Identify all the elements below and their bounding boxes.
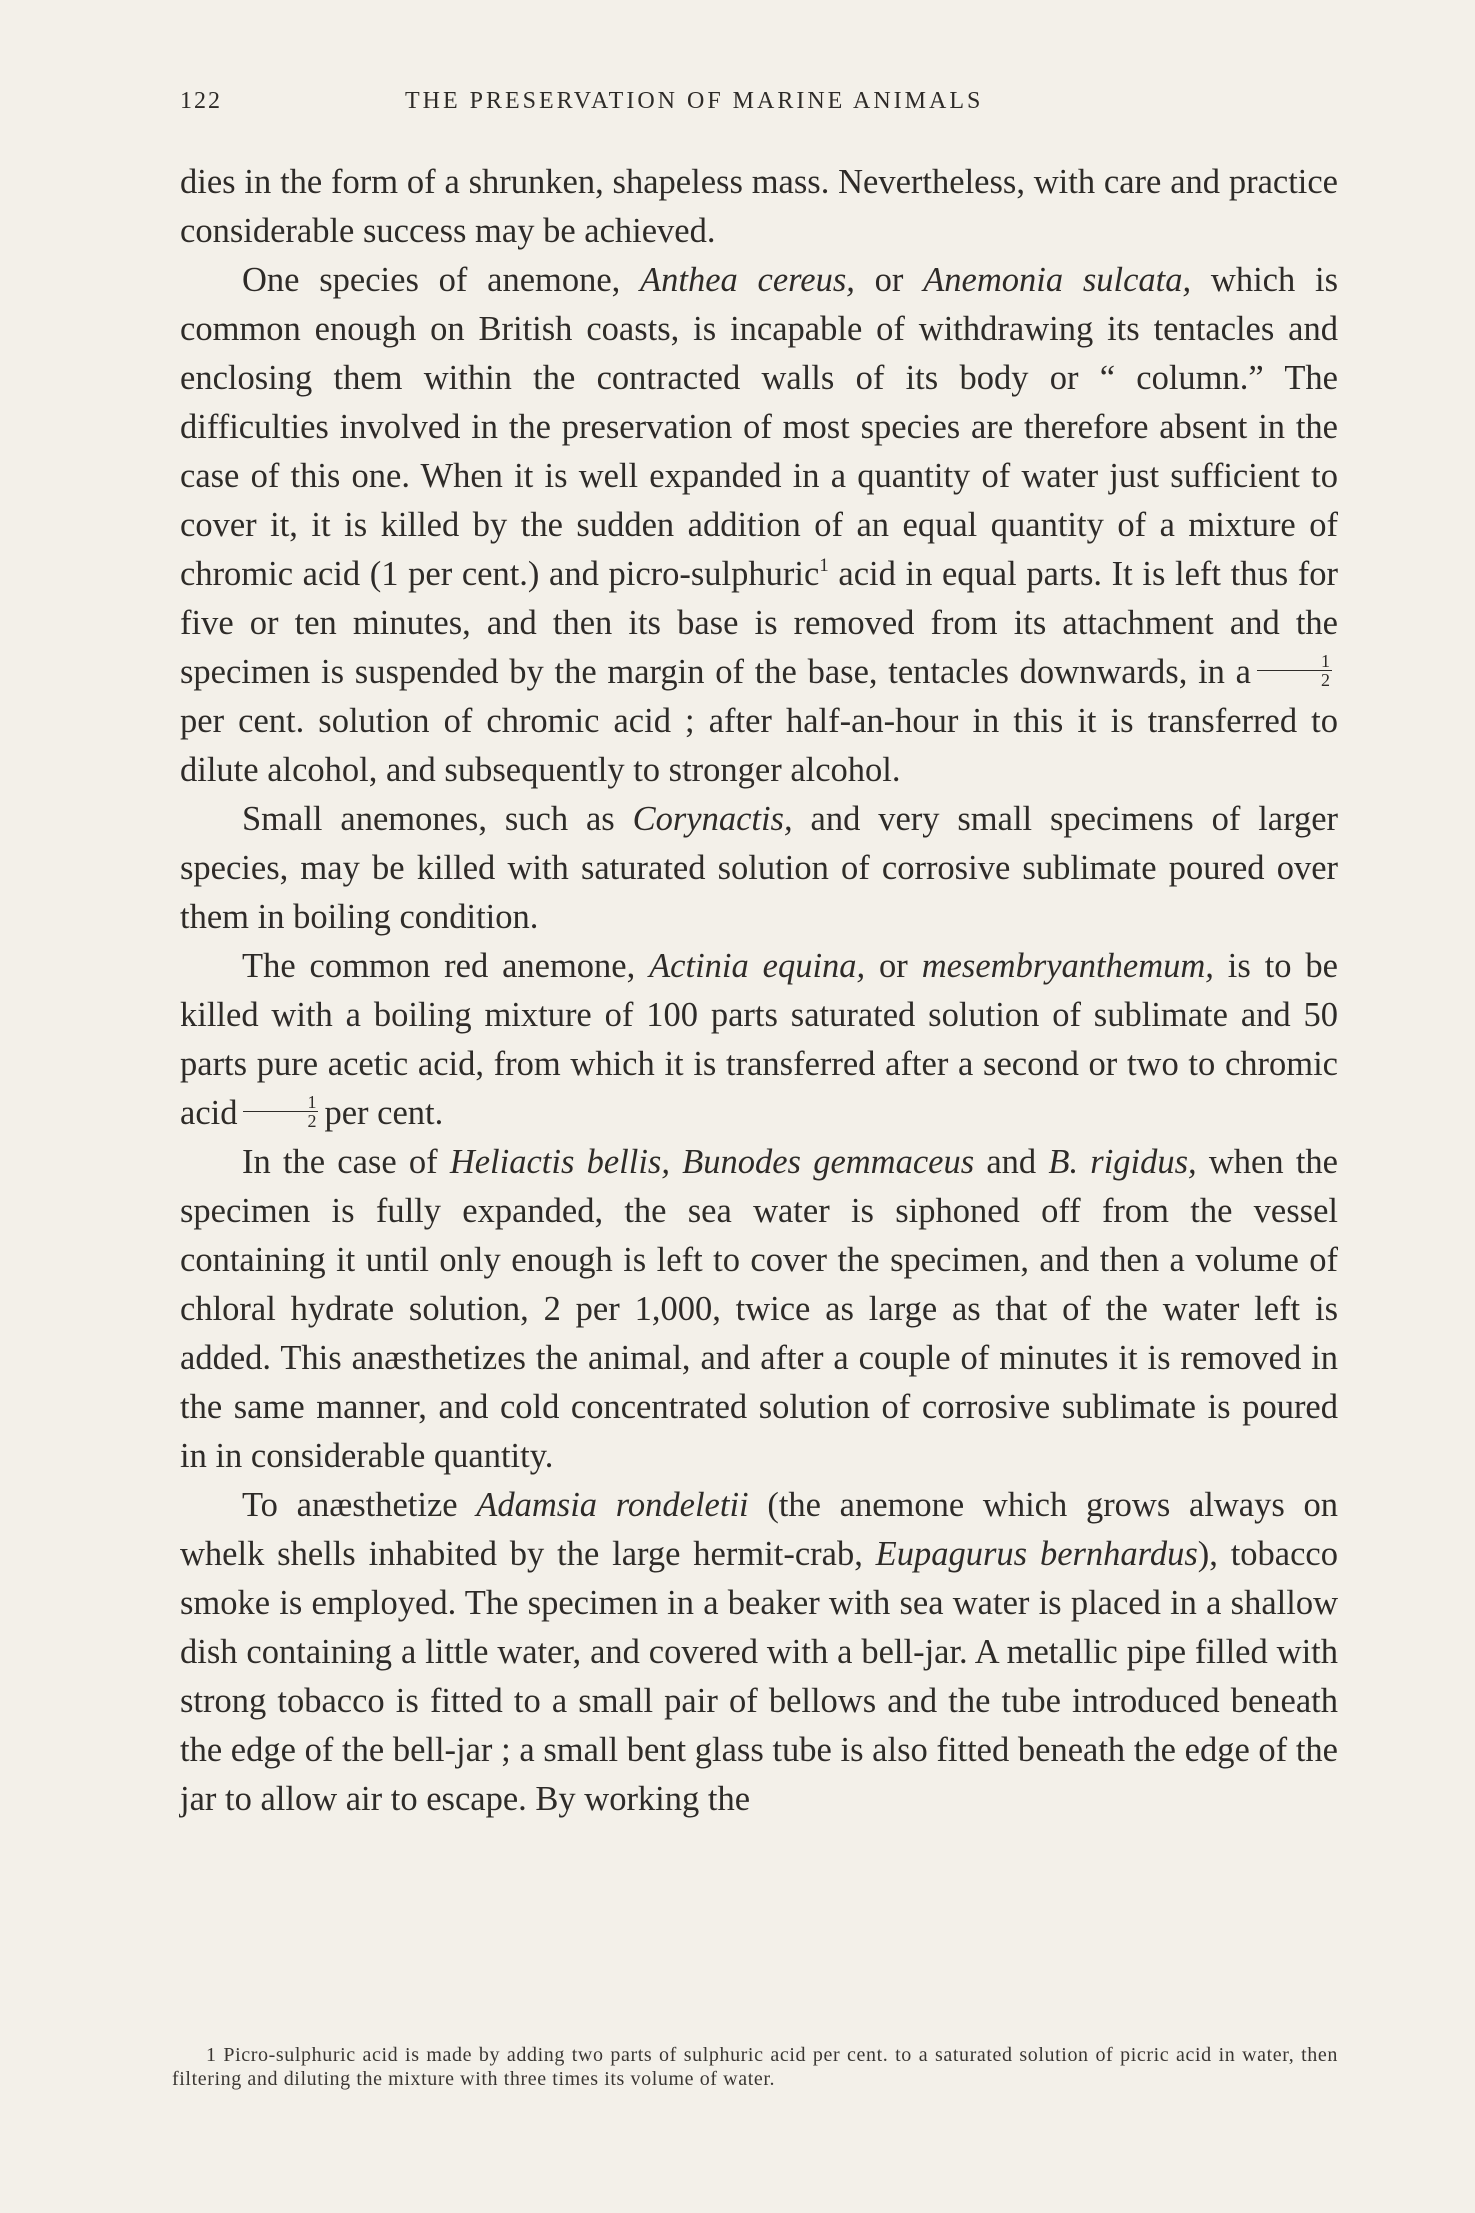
fraction-numerator: 1 <box>1257 652 1332 671</box>
text-run: (the anemone which grows always on whelk shells inhabited by the large hermit-crab, <box>180 1486 1338 1573</box>
paragraph-4 <box>180 942 1338 1138</box>
species-name: Actinia equina, <box>649 947 866 985</box>
fraction-denominator: 2 <box>1321 670 1330 690</box>
footnote <box>172 2043 1338 2091</box>
text-run: The common red anemone, <box>242 947 650 985</box>
species-name: Heliactis bellis, Bunodes gemmaceus <box>449 1143 975 1181</box>
species-name: Anemonia sulcata, <box>923 261 1192 299</box>
footnote-marker: 1 <box>206 2044 217 2066</box>
species-name: Eupagurus bernhardus <box>875 1535 1198 1573</box>
paragraph-6 <box>180 1481 1338 1824</box>
species-name: Adamsia rondeletii <box>476 1486 749 1524</box>
text-run: or <box>865 947 922 985</box>
text-run: per cent. solution of chromic acid ; after half-an-hour in this it is transferred to dilute alcohol, and subsequently to stronger alcohol. <box>180 702 1338 789</box>
running-title: THE PRESERVATION OF MARINE ANIMALS <box>405 88 984 114</box>
fraction-denominator: 2 <box>307 1111 317 1131</box>
text-run: One species of anemone, <box>242 261 641 299</box>
species-name: B. rigidus, <box>1048 1143 1197 1181</box>
text-run: and <box>974 1143 1049 1181</box>
species-name: Corynactis, <box>632 800 793 838</box>
fraction-one-half <box>243 1093 318 1130</box>
paragraph-1: dies in the form of a shrunken, shapeless mass. Nevertheless, with care and practice considerable success may be achieved. <box>180 163 1338 250</box>
text-run: is to be killed with a boiling mixture of 100 parts saturated solution of sublimate and 50 parts pure acetic acid, from which it is transferred after a second or two to chromic acid <box>180 947 1338 1132</box>
text-run: Small anemones, such as <box>242 800 633 838</box>
text-run: To anæsthetize <box>242 1486 477 1524</box>
paragraph-2 <box>180 256 1338 795</box>
text-run: or <box>854 261 924 299</box>
species-name: Anthea cereus, <box>640 261 855 299</box>
footnote-text: Picro-sulphuric acid is made by adding two parts of sulphuric acid per cent. to a saturated solution of picric acid in water, then filtering and diluting the mixture with three times its volume of water. <box>172 2044 1338 2090</box>
fraction-numerator: 1 <box>243 1093 318 1112</box>
body-text <box>180 158 1338 1824</box>
text-run: which is common enough on British coasts, is incapable of withdrawing its tentacles and enclosing them within the contracted walls of its body or “ column.” The difficulties involved in the preservation of most species are therefore absent in the case of this one. When it is well expanded in a quantity of water just sufficient to cover it, it is killed by the sudden addition of an equal quantity of a mixture of chromic acid (1 per cent.) and picro-sulphuric <box>180 261 1338 593</box>
text-run: ), tobacco smoke is employed. The specimen in a beaker with sea water is placed in a shallow dish containing a little water, and covered with a bell-jar. A metallic pipe filled with strong tobacco is fitted to a small pair of bellows and the tube introduced beneath the edge of the bell-jar ; a small bent glass tube is also fitted beneath the edge of the jar to allow air to escape. By working the <box>180 1535 1338 1818</box>
species-name: mesembryanthemum, <box>921 947 1214 985</box>
text-run: per cent. <box>324 1094 444 1132</box>
paragraph-5 <box>180 1138 1338 1481</box>
text-run: acid in equal parts. It is left thus for five or ten minutes, and then its base is removed from its attachment and the specimen is suspended by the margin of the base, tentacles downwards, in a <box>180 555 1338 691</box>
text-run: when the specimen is fully expanded, the sea water is siphoned off from the vessel containing it until only enough is left to cover the specimen, and then a volume of chloral hydrate solution, 2 per 1,000, twice as large as that of the water left is added. This anæsthetizes the animal, and after a couple of minutes it is removed in the same manner, and cold concentrated solution of corrosive sublimate is poured in in considerable quantity. <box>180 1143 1338 1475</box>
footnote-reference: 1 <box>819 555 829 576</box>
page-number: 122 <box>180 88 222 114</box>
text-run: and very small specimens of larger species, may be killed with saturated solution of corrosive sublimate poured over them in boiling condition. <box>180 800 1339 936</box>
running-head <box>180 88 1338 124</box>
fraction-one-half <box>1257 652 1332 689</box>
paragraph-3 <box>180 795 1338 942</box>
text-run: In the case of <box>242 1143 450 1181</box>
